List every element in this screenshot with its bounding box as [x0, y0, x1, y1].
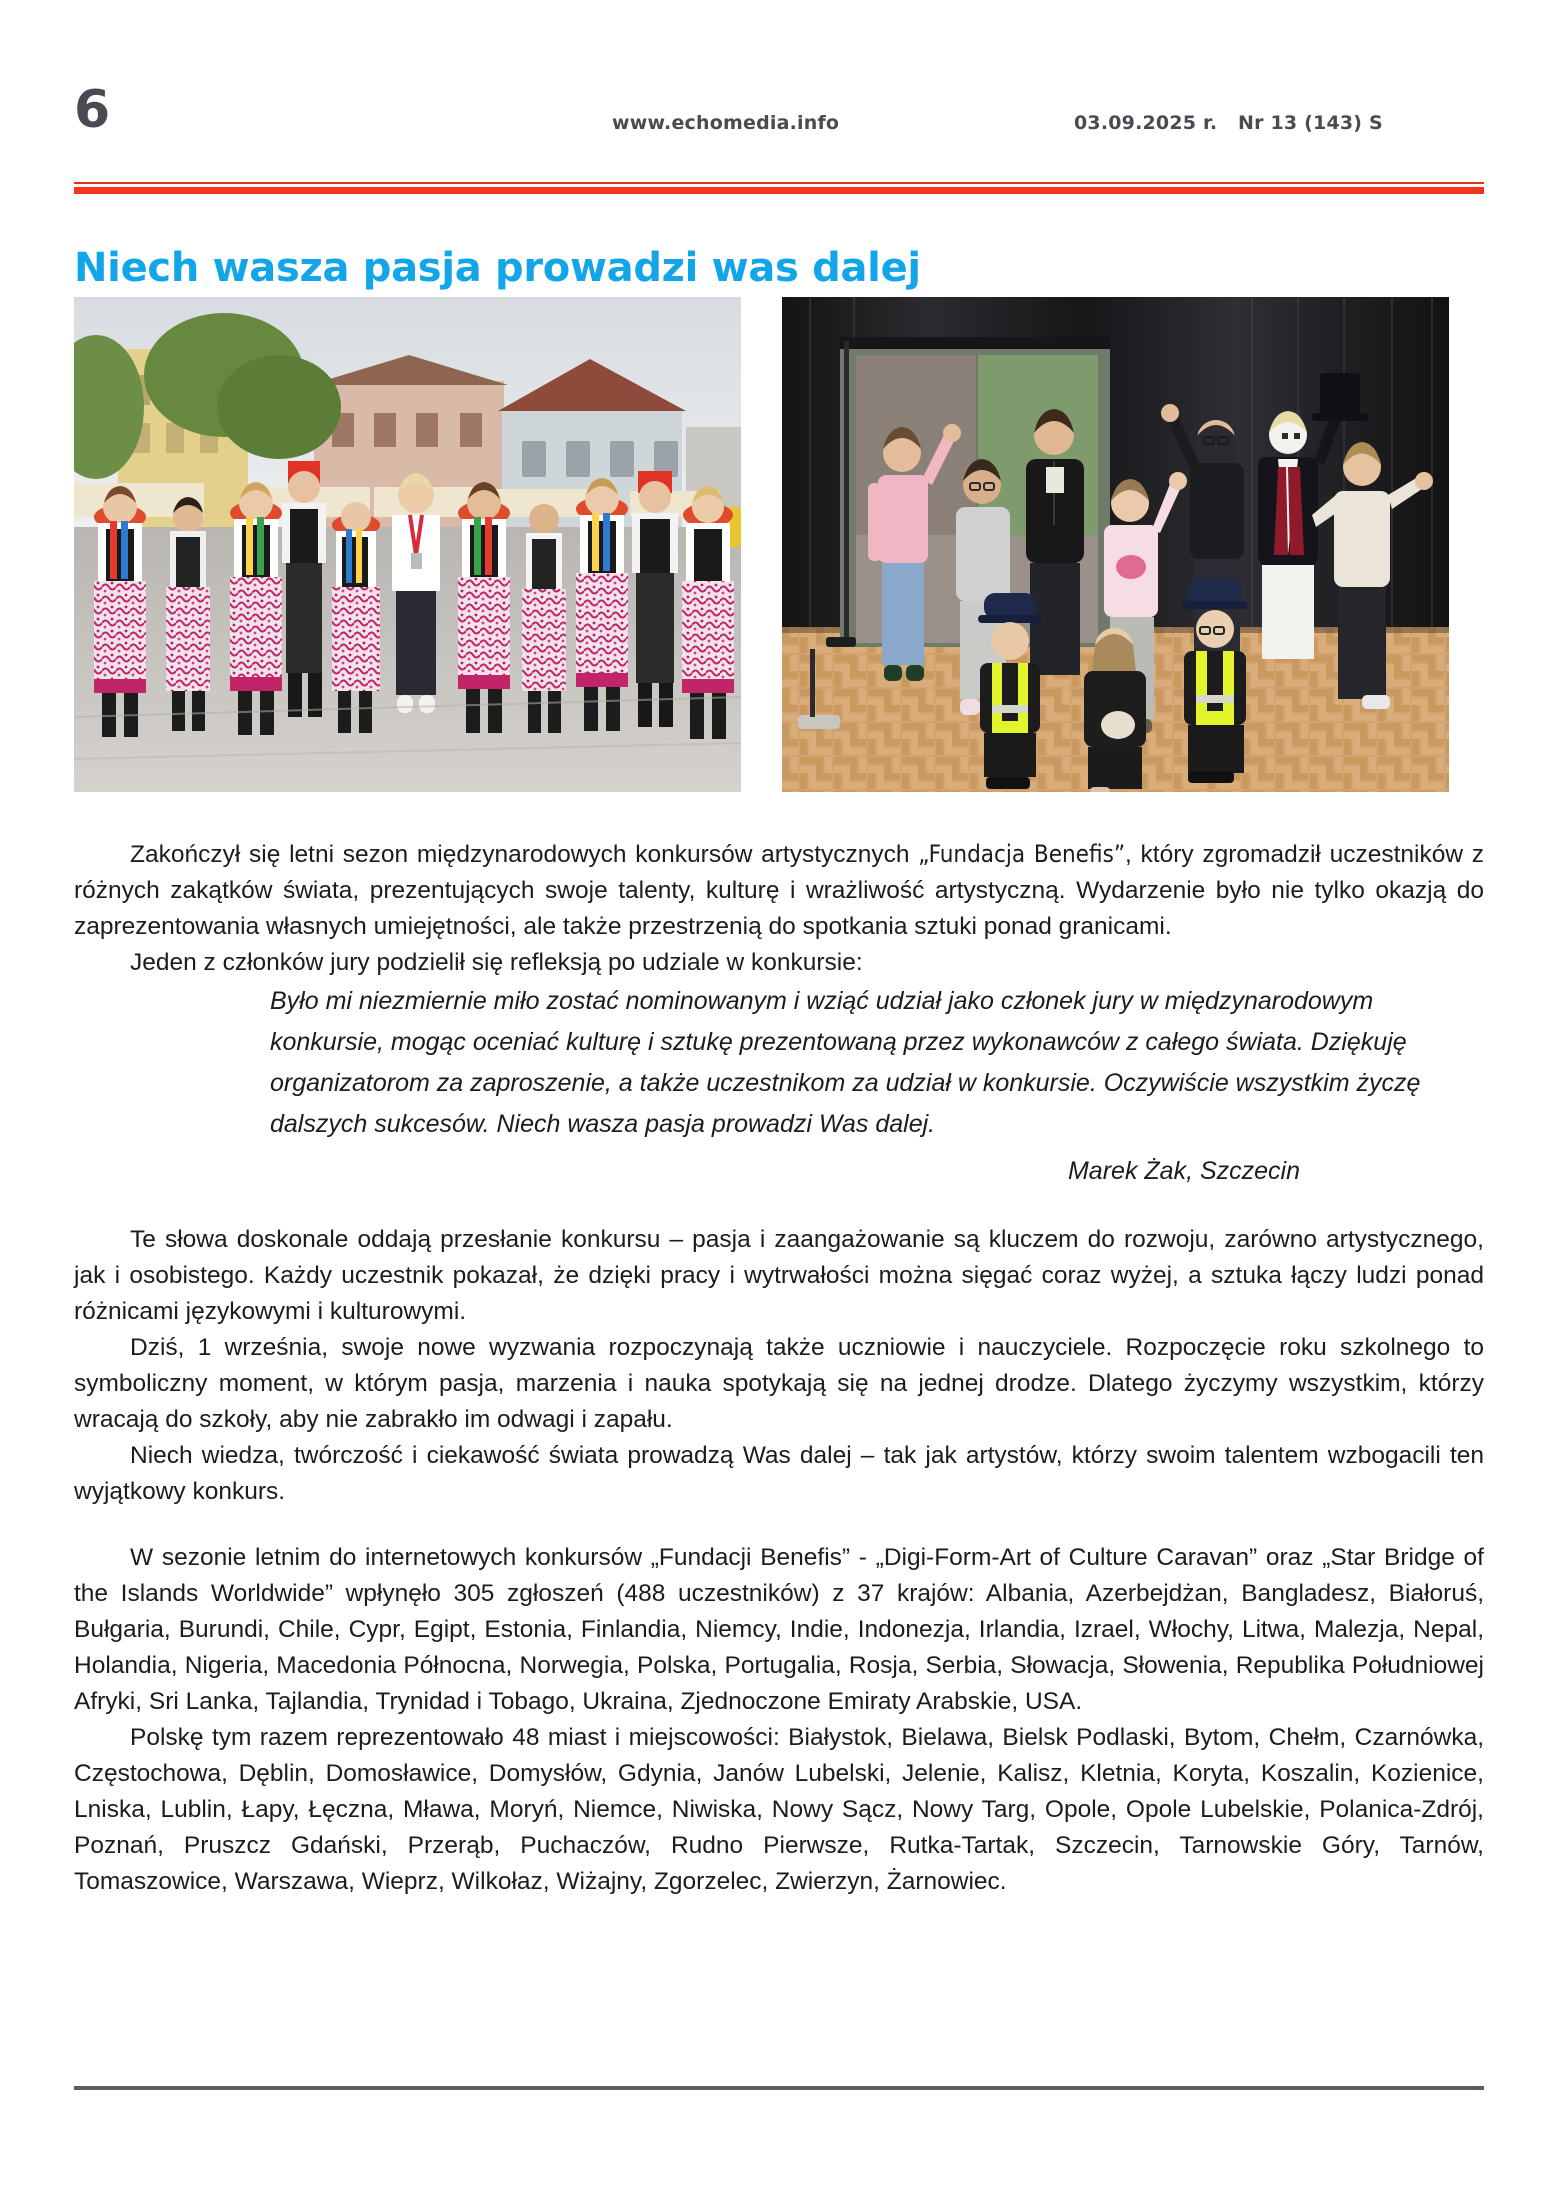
- article-headline: Niech wasza pasja prowadzi was dalej: [74, 244, 921, 291]
- masthead: [74, 80, 1484, 152]
- lead-text-part2: , który zgromadził uczestników z różnych zakątków świata, prezentujących swoje talenty, kulturę i wrażliwość artystyczną. Wydarzenie było nie tylko okazją do zaprezentowania własnych umiejętności, ale także przestrzenią do spotkania sztuki ponad granicami.: [74, 841, 1484, 940]
- masthead-issue-number: Nr 13 (143) S: [1238, 112, 1383, 134]
- lead-text-part1: Zakończył się letni sezon międzynarodowych konkursów artystycznych: [130, 841, 919, 868]
- paragraph-spacer: [74, 1192, 1484, 1222]
- masthead-date: 03.09.2025 r.: [1074, 112, 1218, 134]
- paragraph-school-year: Dziś, 1 września, swoje nowe wyzwania rozpoczynają także uczniowie i nauczyciele. Rozpoczęcie roku szkolnego to symboliczny moment, w którym pasja, marzenia i nauka spotykają się na jednej drodze. Dlatego życzymy wszystkim, którzy wracają do szkoły, aby nie zabrakło im odwagi i zapału.: [74, 1334, 1484, 1433]
- quote-attribution: Marek Żak, Szczecin: [1067, 1157, 1300, 1185]
- folk-dance-group-photo: [74, 297, 741, 792]
- theatre-youth-group-illustration: [782, 297, 1449, 792]
- jury-intro-paragraph: Jeden z członków jury podzielił się refleksją po udziale w konkursie:: [130, 949, 863, 976]
- theatre-youth-group-photo: [782, 297, 1449, 792]
- lead-paragraph: [74, 836, 1484, 945]
- masthead-website: www.echomedia.info: [612, 112, 840, 134]
- paragraph-countries-list: W sezonie letnim do internetowych konkursów „Fundacji Benefis” - „Digi-Form-Art of Culture Caravan” oraz „Star Bridge of the Islands Worldwide” wpłynęło 305 zgłoszeń (488 uczestników) z 37 krajów: Albania, Azerbejdżan, Bangladesz, Białoruś, Bułgaria, Burundi, Chile, Cypr, Egipt, Estonia, Finlandia, Niemcy, Indie, Indonezja, Irlandia, Izrael, Włochy, Litwa, Malezja, Nepal, Holandia, Nigeria, Macedonia Północna, Norwegia, Polska, Portugalia, Rosja, Serbia, Słowacja, Słowenia, Republika Południowej Afryki, Sri Lanka, Tajlandia, Trynidad i Tobago, Ukraina, Zjednoczone Emiraty Arabskie, USA.: [74, 1544, 1484, 1715]
- folk-dance-group-illustration: [74, 297, 741, 792]
- paragraph-words-meaning: Te słowa doskonale oddają przesłanie konkursu – pasja i zaangażowanie są kluczem do rozwoju, zarówno artystycznego, jak i osobistego. Każdy uczestnik pokazał, że dzięki pracy i wytrwałości można sięgać coraz wyżej, a sztuka łączy ludzi ponad różnicami językowymi i kulturowymi.: [74, 1226, 1484, 1325]
- paragraph-cities-list: Polskę tym razem reprezentowało 48 miast i miejscowości: Białystok, Bielawa, Bielsk Podlaski, Bytom, Chełm, Czarnówka, Częstochowa, Dęblin, Domosławice, Domysłów, Gdynia, Janów Lubelski, Jelenie, Kalisz, Kletnia, Koryta, Koszalin, Kozienice, Lniska, Lublin, Łapy, Łęczna, Mława, Moryń, Niemce, Niwiska, Nowy Sącz, Nowy Targ, Opole, Opole Lubelskie, Polanica-Zdrój, Poznań, Pruszcz Gdański, Przerąb, Puchaczów, Rudno Pierwsze, Rutka-Tartak, Szczecin, Tarnowskie Góry, Tarnów, Tomaszowice, Warszawa, Wieprz, Wilkołaz, Wiżajny, Zgorzelec, Zwierzyn, Żarnowiec.: [74, 1724, 1484, 1895]
- header-divider-rule: [74, 182, 1484, 194]
- paragraph-closing-wish: Niech wiedza, twórczość i ciekawość świata prowadzą Was dalej – tak jak artystów, którzy swoim talentem wzbogacili ten wyjątkowy konkurs.: [74, 1442, 1484, 1505]
- page-number: 6: [74, 80, 110, 140]
- article-body: [74, 836, 1484, 1900]
- divider-thick-line: [74, 187, 1484, 194]
- jury-member-quote: Było mi niezmiernie miło zostać nominowanym i wziąć udział jako członek jury w międzynarodowym konkursie, mogąc oceniać kulturę i sztukę prezentowaną przez wykonawców z całego świata. Dziękuję organizatorom za zaproszenie, a także uczestnikom za udział w konkursie. Oczywiście wszystkim życzę dalszych sukcesów. Niech wasza pasja prowadzi Was dalej.: [270, 987, 1421, 1138]
- foundation-name: „Fundacja Benefis”: [918, 840, 1126, 868]
- footer-divider-rule: [74, 2086, 1484, 2090]
- paragraph-spacer-2: [74, 1510, 1484, 1540]
